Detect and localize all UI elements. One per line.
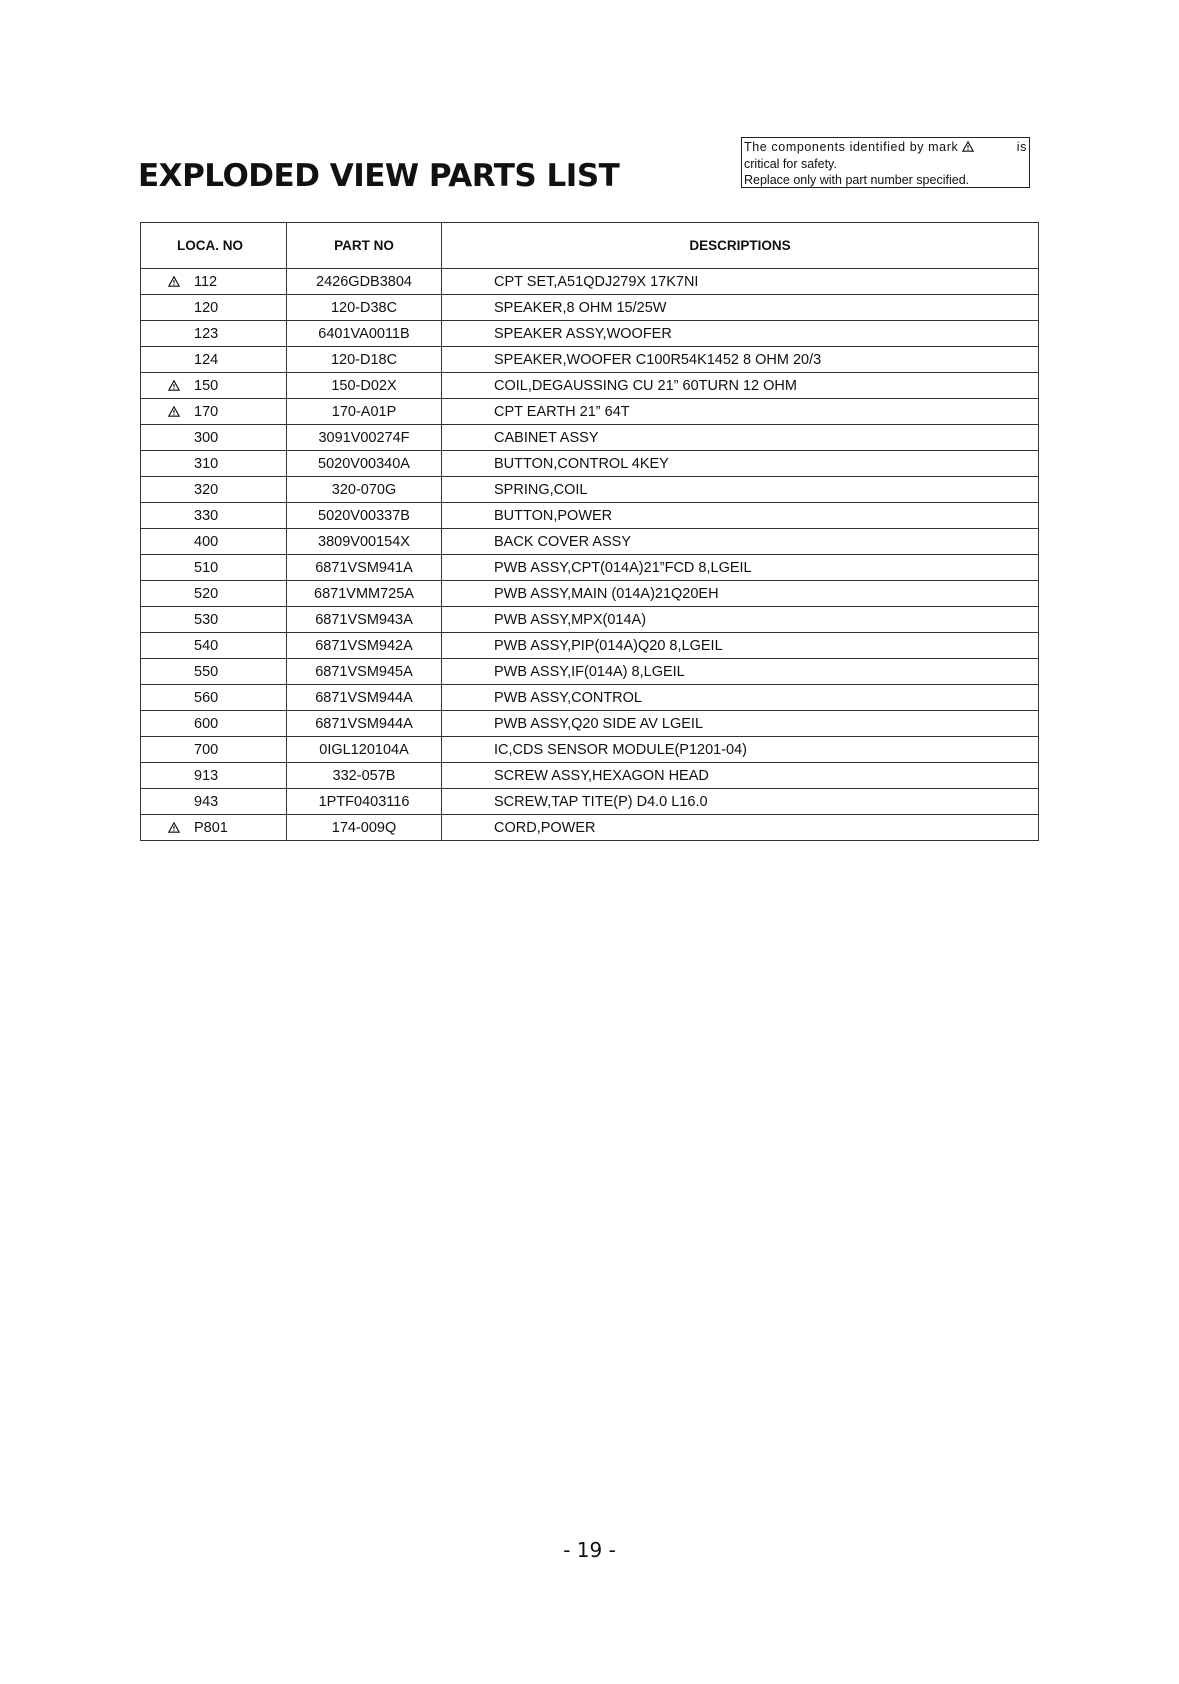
loca-no-text: 150 [194,377,219,394]
table-row [141,737,1039,763]
cell-description: SCREW ASSY,HEXAGON HEAD [442,763,1039,789]
table-row [141,607,1039,633]
loca-no-text: 310 [194,455,219,472]
cell-part-no: 2426GDB3804 [287,269,442,295]
cell-part-no: 120-D38C [287,295,442,321]
cell-loca-no [141,503,287,529]
cell-loca-no [141,659,287,685]
cell-loca-no [141,451,287,477]
cell-loca-no [141,477,287,503]
warning-triangle-icon [168,379,180,395]
warning-triangle-icon [168,275,180,291]
cell-description: CORD,POWER [442,815,1039,841]
cell-description: IC,CDS SENSOR MODULE(P1201-04) [442,737,1039,763]
loca-no-text: 300 [194,429,219,446]
cell-description: PWB ASSY,PIP(014A)Q20 8,LGEIL [442,633,1039,659]
cell-part-no: 5020V00340A [287,451,442,477]
table-row [141,529,1039,555]
cell-loca-no [141,763,287,789]
cell-description: SPEAKER ASSY,WOOFER [442,321,1039,347]
cell-part-no: 6871VSM944A [287,685,442,711]
table-row [141,347,1039,373]
table-row [141,815,1039,841]
cell-part-no: 6871VSM942A [287,633,442,659]
cell-description: PWB ASSY,IF(014A) 8,LGEIL [442,659,1039,685]
table-header-row [141,223,1039,269]
page-number: - 19 - [563,1538,616,1562]
cell-part-no: 0IGL120104A [287,737,442,763]
loca-no-text: 520 [194,585,219,602]
cell-description: COIL,DEGAUSSING CU 21” 60TURN 12 OHM [442,373,1039,399]
cell-part-no: 320-070G [287,477,442,503]
cell-loca-no [141,425,287,451]
cell-description: SPEAKER,8 OHM 15/25W [442,295,1039,321]
header-loca-no: LOCA. NO [141,223,287,269]
cell-description: PWB ASSY,Q20 SIDE AV LGEIL [442,711,1039,737]
cell-description: PWB ASSY,MPX(014A) [442,607,1039,633]
cell-loca-no [141,737,287,763]
cell-part-no: 150-D02X [287,373,442,399]
safety-note-line-1 [744,139,1027,156]
cell-part-no: 3809V00154X [287,529,442,555]
warning-triangle-icon [168,405,180,421]
cell-description: BUTTON,POWER [442,503,1039,529]
cell-loca-no [141,373,287,399]
page-title: EXPLODED VIEW PARTS LIST [138,158,620,194]
cell-loca-no [141,685,287,711]
cell-part-no: 6871VSM944A [287,711,442,737]
cell-loca-no [141,269,287,295]
loca-no-text: 320 [194,481,219,498]
table-row [141,659,1039,685]
loca-no-text: 112 [194,273,218,290]
loca-no-text: 510 [194,559,219,576]
cell-part-no: 1PTF0403116 [287,789,442,815]
table-row [141,399,1039,425]
table-row [141,295,1039,321]
cell-description: PWB ASSY,CPT(014A)21”FCD 8,LGEIL [442,555,1039,581]
loca-no-text: 120 [194,299,219,316]
loca-no-text: 943 [194,793,219,810]
cell-loca-no [141,633,287,659]
cell-loca-no [141,711,287,737]
loca-no-text: P801 [194,819,228,836]
cell-loca-no [141,321,287,347]
table-row [141,763,1039,789]
loca-no-text: 540 [194,637,219,654]
cell-loca-no [141,399,287,425]
loca-no-text: 170 [194,403,219,420]
cell-loca-no [141,581,287,607]
cell-description: CPT EARTH 21” 64T [442,399,1039,425]
cell-description: CABINET ASSY [442,425,1039,451]
cell-part-no: 3091V00274F [287,425,442,451]
cell-description: SCREW,TAP TITE(P) D4.0 L16.0 [442,789,1039,815]
cell-part-no: 6401VA0011B [287,321,442,347]
loca-no-text: 600 [194,715,219,732]
cell-loca-no [141,789,287,815]
cell-loca-no [141,555,287,581]
safety-note-is: is [1016,140,1027,154]
cell-part-no: 120-D18C [287,347,442,373]
cell-loca-no [141,347,287,373]
loca-no-text: 550 [194,663,219,680]
cell-part-no: 5020V00337B [287,503,442,529]
table-row [141,503,1039,529]
cell-part-no: 6871VMM725A [287,581,442,607]
safety-note-line-3: Replace only with part number specified. [744,173,970,187]
table-row [141,321,1039,347]
warning-triangle-icon [962,140,974,156]
loca-no-text: 560 [194,689,219,706]
table-row [141,711,1039,737]
parts-table-body [141,269,1039,841]
cell-description: BUTTON,CONTROL 4KEY [442,451,1039,477]
header-descriptions: DESCRIPTIONS [442,223,1039,269]
cell-part-no: 6871VSM945A [287,659,442,685]
header-part-no: PART NO [287,223,442,269]
table-row [141,555,1039,581]
cell-description: SPEAKER,WOOFER C100R54K1452 8 OHM 20/3 [442,347,1039,373]
cell-part-no: 174-009Q [287,815,442,841]
loca-no-text: 123 [194,325,219,342]
cell-description: SPRING,COIL [442,477,1039,503]
loca-no-text: 400 [194,533,219,550]
loca-no-text: 124 [194,351,219,368]
table-row [141,425,1039,451]
safety-note-text: The components identified by mark [744,140,959,154]
table-row [141,477,1039,503]
cell-part-no: 6871VSM943A [287,607,442,633]
warning-triangle-icon [168,821,180,837]
loca-no-text: 530 [194,611,219,628]
table-row [141,451,1039,477]
parts-table [140,222,1039,841]
cell-description: CPT SET,A51QDJ279X 17K7NI [442,269,1039,295]
cell-description: PWB ASSY,CONTROL [442,685,1039,711]
table-row [141,685,1039,711]
loca-no-text: 700 [194,741,219,758]
cell-part-no: 170-A01P [287,399,442,425]
safety-note [741,137,1030,188]
cell-loca-no [141,607,287,633]
table-row [141,373,1039,399]
table-row [141,269,1039,295]
loca-no-text: 913 [194,767,219,784]
safety-note-line-2: critical for safety. [744,157,837,171]
loca-no-text: 330 [194,507,219,524]
table-row [141,633,1039,659]
cell-description: BACK COVER ASSY [442,529,1039,555]
cell-loca-no [141,295,287,321]
cell-loca-no [141,529,287,555]
cell-loca-no [141,815,287,841]
cell-description: PWB ASSY,MAIN (014A)21Q20EH [442,581,1039,607]
table-row [141,789,1039,815]
cell-part-no: 6871VSM941A [287,555,442,581]
cell-part-no: 332-057B [287,763,442,789]
table-row [141,581,1039,607]
